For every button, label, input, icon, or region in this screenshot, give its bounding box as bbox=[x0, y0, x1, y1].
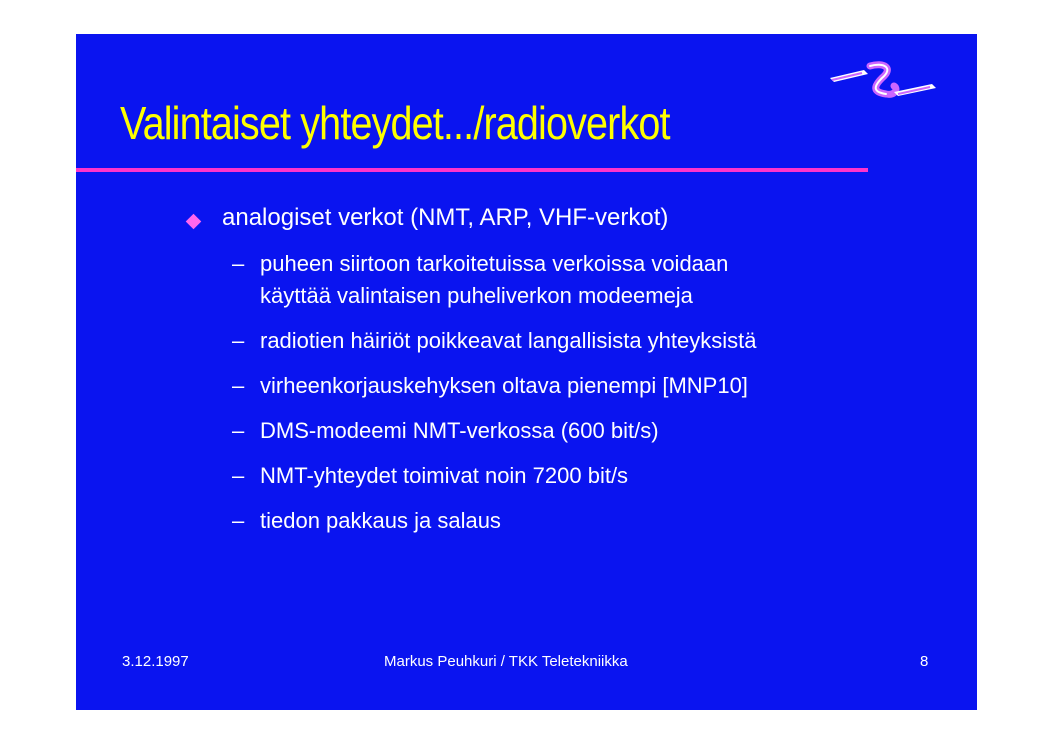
bullet-text: analogiset verkot (NMT, ARP, VHF-verkot) bbox=[222, 204, 669, 231]
sub-bullet-text-continued: käyttää valintaisen puheliverkon modeemeja bbox=[260, 283, 693, 308]
sub-bullet-item bbox=[232, 325, 756, 357]
diamond-bullet-icon bbox=[186, 214, 202, 230]
sub-bullet-list bbox=[232, 248, 756, 550]
footer-author: Markus Peuhkuri / TKK Teletekniikka bbox=[384, 653, 628, 670]
sub-bullet-text: puheen siirtoon tarkoitetuissa verkoissa voidaan bbox=[260, 251, 729, 276]
footer-date: 3.12.1997 bbox=[122, 653, 189, 670]
sub-bullet-item bbox=[232, 415, 756, 447]
sub-bullet-text: DMS-modeemi NMT-verkossa (600 bit/s) bbox=[260, 418, 659, 443]
page-number: 8 bbox=[920, 653, 929, 670]
sub-bullet-text: virheenkorjauskehyksen oltava pienempi [MNP10] bbox=[260, 373, 748, 398]
sub-bullet-item bbox=[232, 248, 756, 312]
dash-icon: – bbox=[232, 251, 245, 276]
sub-bullet-item bbox=[232, 460, 756, 492]
sub-bullet-text: radiotien häiriöt poikkeavat langallisista yhteyksistä bbox=[260, 328, 757, 353]
sub-bullet-item bbox=[232, 370, 756, 402]
dash-icon: – bbox=[232, 508, 245, 533]
sub-bullet-text: NMT-yhteydet toimivat noin 7200 bit/s bbox=[260, 463, 629, 488]
title-underline bbox=[76, 168, 868, 172]
sub-bullet-item bbox=[232, 505, 756, 537]
dash-icon: – bbox=[232, 463, 245, 488]
slide bbox=[76, 34, 977, 710]
sub-bullet-text: tiedon pakkaus ja salaus bbox=[260, 508, 501, 533]
dash-icon: – bbox=[232, 328, 245, 353]
dash-icon: – bbox=[232, 418, 245, 443]
dash-icon: – bbox=[232, 373, 245, 398]
slide-title: Valintaiset yhteydet.../radioverkot bbox=[120, 97, 670, 149]
tkk-teletekniikka-logo-icon bbox=[824, 58, 940, 106]
